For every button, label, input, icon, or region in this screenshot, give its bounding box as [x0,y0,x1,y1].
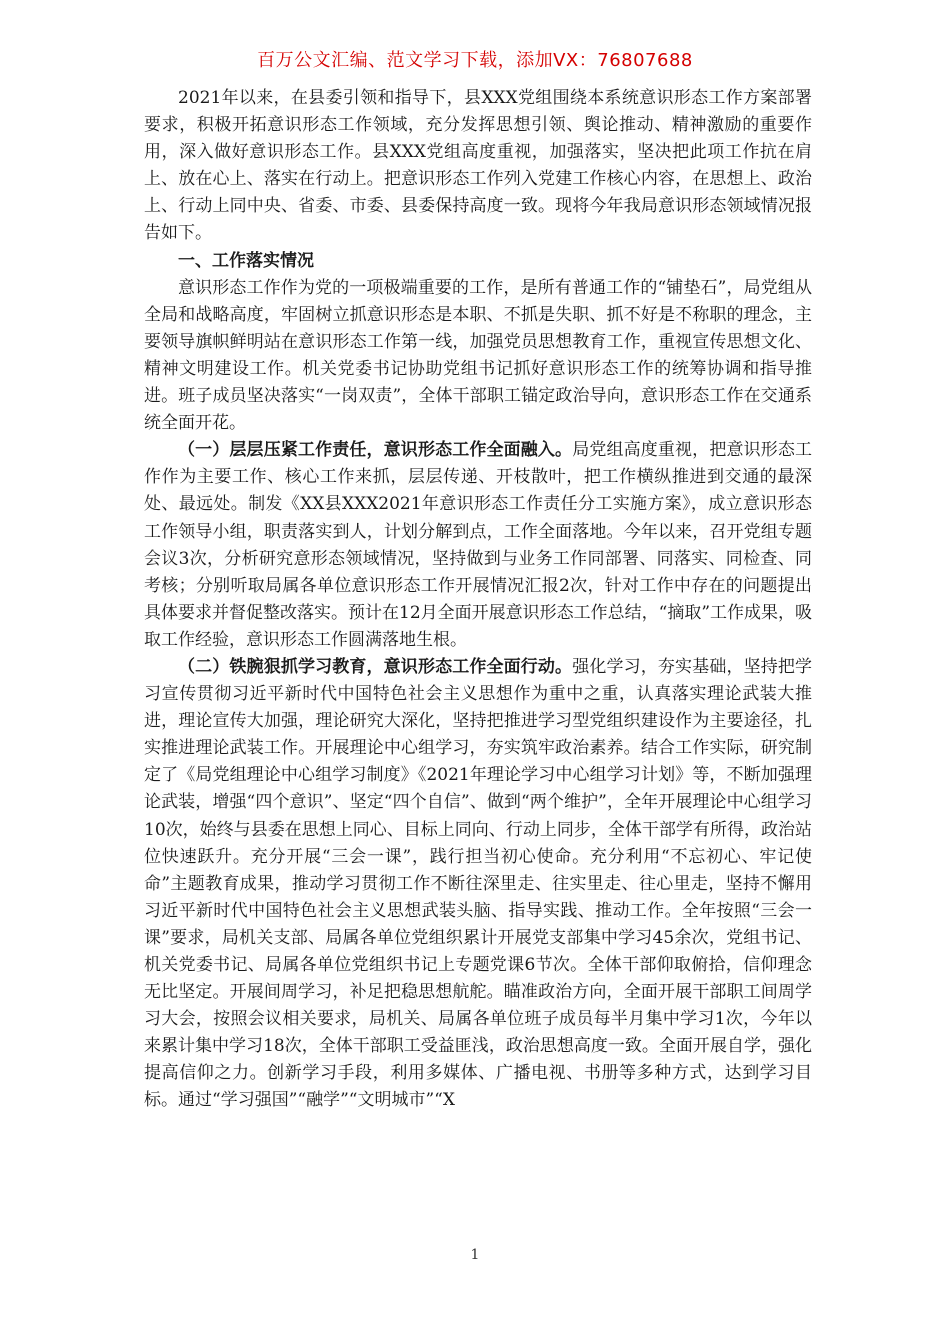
subsection-paragraph-1 [144,437,812,654]
subsection-text-1: 局党组高度重视，把意识形态工作作为主要工作、核心工作来抓，层层传递、开枝散叶，把工作横纵推进到交通的最深处、最远处。制发《XX县XXX2021年意识形态工作责任分工实施方案》，成立意识形态工作领导小组，职责落实到人，计划分解到点，工作全面落地。今年以来，召开党组专题会议3次，分析研究意形态领域情况，坚持做到与业务工作同部署、同落实、同检查、同考核；分别听取局属各单位意识形态工作开展情况汇报2次，针对工作中存在的问题提出具体要求并督促整改落实。预计在12月全面开展意识形态工作总结，“摘取”工作成果，吸取工作经验，意识形态工作圆满落地生根。 [144,440,813,650]
subsection-paragraph-2 [144,654,812,1115]
watermark-header: 百万公文汇编、范文学习下载，添加VX：76807688 [257,50,693,71]
subsection-text-2: 强化学习，夯实基础，坚持把学习宣传贯彻习近平新时代中国特色社会主义思想作为重中之重，认真落实理论武装大推进，理论宣传大加强，理论研究大深化，坚持把推进学习型党组织建设作为主要途径，扎实推进理论武装工作。开展理论中心组学习，夯实筑牢政治素养。结合工作实际，研究制定了《局党组理论中心组学习制度》《2021年理论学习中心组学习计划》等，不断加强理论武装，增强“四个意识”、坚定“四个自信”、做到“两个维护”，全年开展理论中心组学习10次，始终与县委在思想上同心、目标上同向、行动上同步，全体干部学有所得，政治站位快速跃升。充分开展“三会一课”，践行担当初心使命。充分利用“不忘初心、牢记使命”主题教育成果，推动学习贯彻工作不断往深里走、往实里走、往心里走，坚持不懈用习近平新时代中国特色社会主义思想武装头脑、指导实践、推动工作。全年按照“三会一课”要求，局机关支部、局属各单位党组织累计开展党支部集中学习45余次，党组书记、机关党委书记、局属各单位党组织书记上专题党课6节次。全体干部仰取俯拾，信仰理念无比坚定。开展间周学习，补足把稳思想航舵。瞄准政治方向，全面开展干部职工间周学习大会，按照会议相关要求，局机关、局属各单位班子成员每半月集中学习1次，今年以来累计集中学习18次，全体干部职工受益匪浅，政治思想高度一致。全面开展自学，强化提高信仰之力。创新学习手段，利用多媒体、广播电视、书册等多种方式，达到学习目标。通过“学习强国”“融学”“文明城市”“X [144,656,813,1111]
document-body [144,85,812,1115]
section-paragraph: 意识形态工作作为党的一项极端重要的工作，是所有普通工作的“铺垫石”，局党组从全局和战略高度，牢固树立抓意识形态是本职、不抓是失职、抓不好是不称职的理念，主要领导旗帜鲜明站在意识形态工作第一线，加强党员思想教育工作，重视宣传思想文化、精神文明建设工作。机关党委书记协助党组书记抓好意识形态工作的统筹协调和指导推进。班子成员坚决落实“一岗双责”，全体干部职工锚定政治导向，意识形态工作在交通系统全面开花。 [144,277,812,434]
intro-paragraph: 2021年以来，在县委引领和指导下，县XXX党组围绕本系统意识形态工作方案部署要求，积极开拓意识形态工作领域，充分发挥思想引领、舆论推动、精神激励的重要作用，深入做好意识形态工作。县XXX党组高度重视，加强落实，坚决把此项工作抗在肩上、放在心上、落实在行动上。把意识形态工作列入党建工作核心内容，在思想上、政治上、行动上同中央、省委、市委、县委保持高度一致。现将今年我局意识形态领域情况报告如下。 [144,88,812,244]
page-number: 1 [470,1247,480,1263]
subsection-heading-2: （二）铁腕狠抓学习教育，意识形态工作全面行动。 [178,656,573,677]
subsection-heading-1: （一）层层压紧工作责任，意识形态工作全面融入。 [178,440,573,461]
section-heading: 一、工作落实情况 [178,250,314,271]
